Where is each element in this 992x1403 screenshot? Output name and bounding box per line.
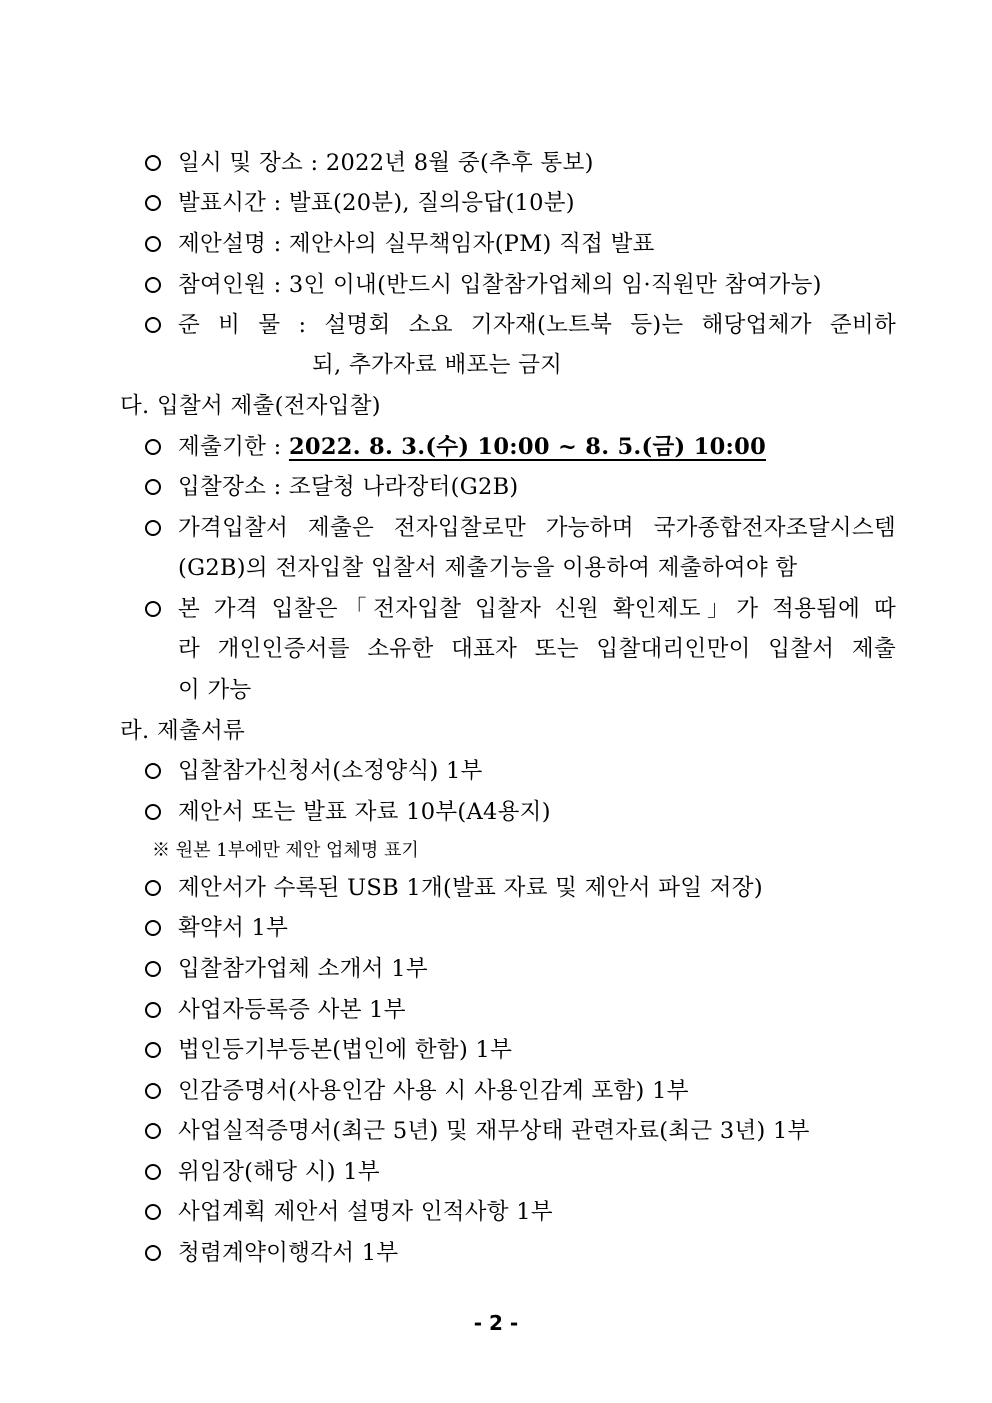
hollow-circle-icon [144,193,164,213]
hollow-circle-icon [144,518,164,538]
hollow-circle-icon [144,1162,164,1182]
footnote-original-copy: ※ 원본 1부에만 제안 업체명 표기 [152,840,419,861]
hollow-circle-icon [144,1202,164,1222]
hollow-circle-icon [144,761,164,781]
hollow-circle-icon [144,315,164,335]
hollow-circle-icon [144,1081,164,1101]
hollow-circle-icon [144,1121,164,1141]
hollow-circle-icon [144,1000,164,1020]
hollow-circle-icon [144,153,164,173]
hollow-circle-icon [144,275,164,295]
hollow-circle-icon [144,959,164,979]
document-page: 일시 및 장소 : 2022년 8월 중(추후 통보) 발표시간 : 발표(20분), 질의응답(10분) 제안설명 : 제안사의 실무책임자(PM) 직접 발표 참여인원 : 3인 이내(반드시 입찰참가업체의 임·직원만 참여가능) 준 비 물 : 설명회 소요 기자재(노트북 등)는 해당업체가 준비하 되, 추가자료 배포는 금지 다. 입찰서 제출(전자입찰) 제출기한 : 2022. 8. 3.(수) 10:00 ~ 8. 5.(금) 10:00 입찰장소 : 조달청 나라장터(G2B) 가격입찰서 제출은 전자입찰로만 가능하며 국가종합전자조달시스템 (G2B)의 전자입찰 입찰서 제출기능을 이용하여 제출하여야 함 본 가격 입찰은「전자입찰 입찰자 신원 확인제도」가 적용됨에 따 라 개인인증서를 소유한 대표자 또는 입찰대리인만이 입찰서 제출 이 가능 라. 제출서류 입찰참가신청서(소정양식) 1부 제안서 또는 발표 자료 10부(A4용지) ※ 원본 1부에만 제안 업체명 표기 제안서가 수록된 USB 1개(발표 자료 및 제안서 파일 저장) 확약서 1부 입찰참가업체 소개서 1부 사업자등록증 사본 1부 법인등기부등본(법인에 한함) 1부 인감증명서(사용인감 사용 시 사용인감계 포함) 1부 사업실적증명서(최근 5년) 및 재무상태 관련자료(최근 3년) 1부 위임장(해당 시) 1부 사업계획 제안서 설명자 인적사항 1부 청렴계약이행각서 1부 - 2 - [0,0,992,1403]
hollow-circle-icon [144,1040,164,1060]
hollow-circle-icon [144,802,164,822]
hollow-circle-icon [144,599,164,619]
hollow-circle-icon [144,918,164,938]
deadline-label: 제출기한 : [178,434,289,460]
hollow-circle-icon [144,477,164,497]
hollow-circle-icon [144,437,164,457]
page-number: - 2 - [473,1311,519,1335]
deadline-value: 2022. 8. 3.(수) 10:00 ~ 8. 5.(금) 10:00 [288,434,767,460]
hollow-circle-icon [144,878,164,898]
hollow-circle-icon [144,234,164,254]
hollow-circle-icon [144,1243,164,1263]
